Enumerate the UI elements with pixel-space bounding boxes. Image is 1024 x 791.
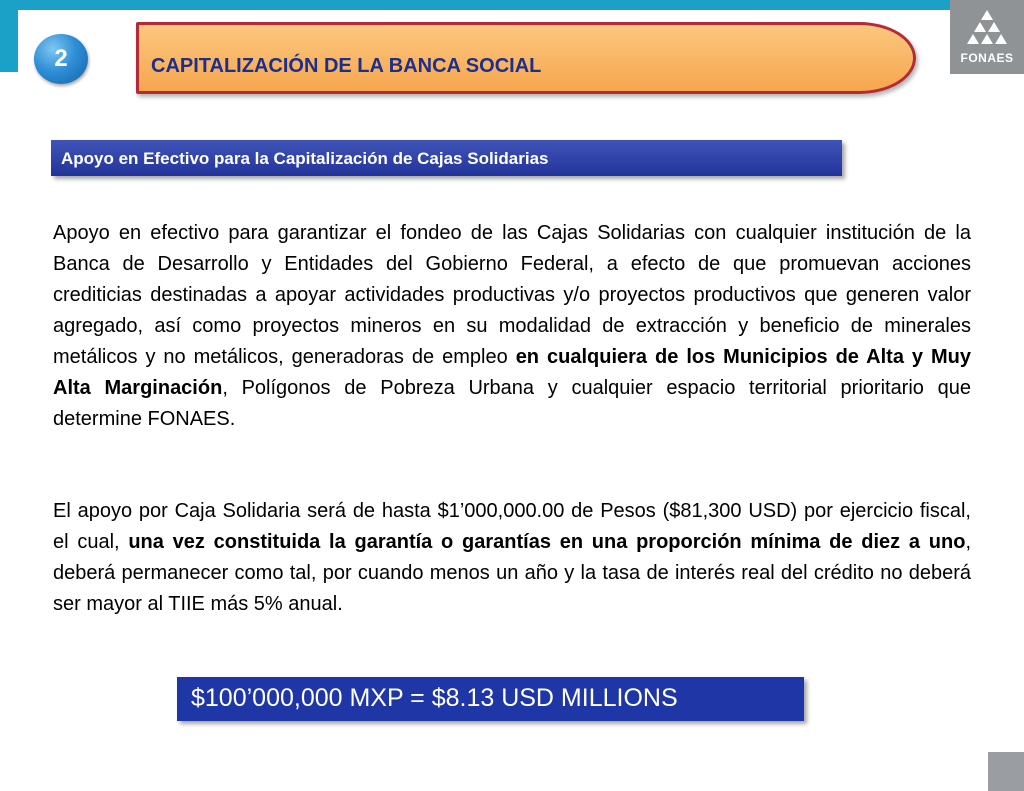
body-paragraph-1 — [53, 218, 971, 435]
fonaes-logo — [950, 0, 1024, 74]
paragraph-emphasis: una vez constituida la garantía o garantías en una proporción mínima de diez a uno — [128, 531, 966, 553]
fonaes-triangle-logo-icon — [960, 8, 1014, 50]
corner-decoration — [988, 752, 1024, 791]
paragraph-text: , Polígonos de Pobreza Urbana y cualquier espacio territorial prioritario que determine FONAES. — [53, 377, 972, 430]
paragraph-text: Apoyo en efectivo para garantizar el fondeo de las Cajas Solidarias con cualquier institución de la Banca de Desarrollo y Entidades del Gobierno Federal, a efecto de que promuevan acciones crediticias destinadas a apoyar actividades productivas y/o proyectos productivos que generen valor agregado, así como proyectos mineros en su modalidad de extracción y beneficio de minerales metálicos y no metálicos, generadoras de empleo — [53, 222, 971, 368]
paragraph-text: , deberá permanecer como tal, por cuando menos un año y la tasa de interés real del crédito no deberá ser mayor al TIIE más 5% anual. — [53, 531, 971, 615]
highlight-box — [177, 677, 804, 721]
slide-number-badge: 2 — [34, 34, 88, 84]
top-teal-rule — [0, 0, 950, 10]
left-teal-bar — [0, 0, 18, 72]
subtitle-bar — [51, 140, 842, 176]
logo-label: FONAES — [960, 51, 1014, 65]
body-paragraph-2 — [53, 496, 971, 620]
paragraph-emphasis: en cualquiera de los Municipios de Alta y Muy Alta Marginación — [53, 346, 972, 399]
title-banner — [136, 22, 916, 94]
section-subtitle: Apoyo en Efectivo para la Capitalización de Cajas Solidarias — [61, 149, 549, 168]
paragraph-text: El apoyo por Caja Solidaria será de hasta $1’000,000.00 de Pesos ($81,300 USD) por ejercicio fiscal, el cual, — [53, 500, 971, 553]
highlight-text: $100’000,000 MXP = $8.13 USD MILLIONS — [191, 684, 678, 712]
page-title: CAPITALIZACIÓN DE LA BANCA SOCIAL — [151, 55, 542, 77]
